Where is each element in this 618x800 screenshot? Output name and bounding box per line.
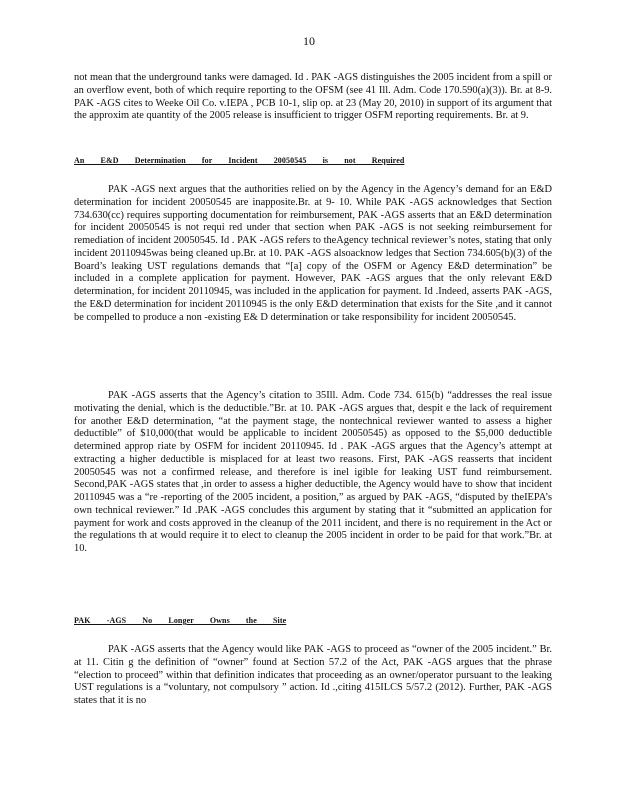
section-heading-ed-determination: An E&D Determination for Incident 20050545 is not Required [74, 156, 405, 165]
paragraph-intro-continuation: not mean that the underground tanks were damaged. Id . PAK -AGS distinguishes the 2005 incident from a spill or an overflow event, both of which require reporting to the OFSM (see 41 Ill. Adm. Code 170.590(a)(3)). Br. at 8-9. PAK -AGS cites to Weeke Oil Co. v.IEPA , PCB 10-1, slip op. at 23 (May 20, 2010) in support of its argument that the approxim ate quantity of the 2005 release is insufficient to trigger OSFM reporting requirements. Br. at 9. [74, 72, 552, 122]
paragraph-owner-argument: PAK -AGS asserts that the Agency would like PAK -AGS to proceed as “owner of the 2005 incident.” Br. at 11. Citin g the definition of “owner” found at Section 57.2 of the Act, PAK -AGS argues that the phrase “election to proceed” within that definition indicates that proceeding as an owner/operator pursuant to the leaking UST regulations is a “voluntary, not compulsory ” action. Id .,citing 415ILCS 5/57.2 (2012). Further, PAK -AGS states that it is no [74, 644, 552, 706]
page-number: 10 [303, 34, 315, 48]
section-heading-no-longer-owns: PAK -AGS No Longer Owns the Site [74, 616, 287, 625]
paragraph-deductible-argument: PAK -AGS asserts that the Agency’s citation to 35Ill. Adm. Code 734. 615(b) “addresses the real issue motivating the denial, which is the deductible.”Br. at 10. PAK -AGS argues that, despit e the lack of requirement for another E&D determination, “at the payment stage, the nontechnical reviewer wanted to assess a higher deductible” of $10,000(that would be applicable to incident 20050545) as opposed to the $5,000 deductible determined approp riate by OSFM for incident 20110945. Id . PAK -AGS argues that the Agency’s attempt at extracting a higher deductible is misplaced for at least two reasons. First, PAK -AGS reasserts that incident 20050545 was not a confirmed release, and therefore is inel igible for leaking UST fund reimbursement. Second,PAK -AGS states that ,in order to assess a higher deductible, the Agency would have to show that incident 20110945 was a “re -reporting of the 2005 incident, a position,” as argued by PAK -AGS, “disputed by theIEPA’s own technical reviewer.” Id .PAK -AGS concludes this argument by stating that it “submitted an application for payment for work and costs approved in the cleanup of the 2011 incident, and there is no requirement in the Act or the regulations th at would require it to elect to cleanup the 2005 incident in order to be paid for that work.”Br. at 10. [74, 390, 552, 554]
paragraph-authorities-argument: PAK -AGS next argues that the authorities relied on by the Agency in the Agency’s demand for an E&D determination for incident 20050545 are inapposite.Br. at 9- 10. While PAK -AGS acknowledges that Section 734.630(cc) requires supporting documentation for reimbursement, PAK -AGS asserts that an E&D determination for incident 20050545 is not requi red under that section when PAK -AGS is not seeking reimbursement for remediation of incident 20050545. Id . PAK -AGS refers to theAgency technical reviewer’s notes, stating that only incident 20110945was being cleaned up.Br. at 10. PAK -AGS alsoacknow ledges that Section 734.605(b)(3) of the Board’s leaking UST regulations demands that “[a] copy of the OSFM or Agency E&D determination” be included in a complete application for payment. However, PAK -AGS argues that the only relevant E&D determination, for incident 20110945, was included in the application for payment. Id .Indeed, asserts PAK -AGS, the E&D determination for incident 20110945 is the only E&D determination that exists for the Site ,and it cannot be compelled to produce a non -existing E& D determination or take responsibility for incident 20050545. [74, 184, 552, 323]
